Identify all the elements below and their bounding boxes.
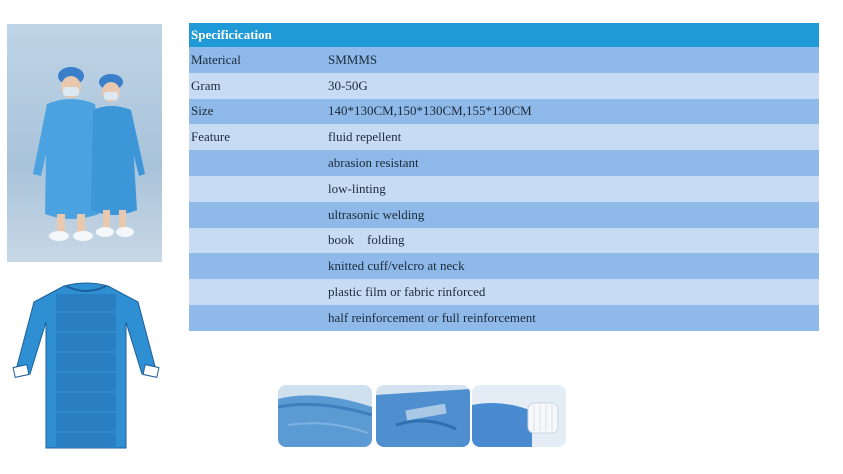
detail-thumbnails <box>278 385 564 450</box>
table-row <box>189 202 819 228</box>
spec-value: SMMMS <box>328 47 819 73</box>
spec-label <box>189 253 328 279</box>
spec-value: 30-50G <box>328 73 819 99</box>
spec-label <box>189 305 328 331</box>
spec-label: Gram <box>189 73 328 99</box>
table-header-row <box>189 23 819 47</box>
spec-value: book folding <box>328 228 819 254</box>
spec-value: abrasion resistant <box>328 150 819 176</box>
spec-value: plastic film or fabric rinforced <box>328 279 819 305</box>
spec-value: low-linting <box>328 176 819 202</box>
table-row <box>189 150 819 176</box>
table-header: Specificication <box>189 23 819 47</box>
spec-value: ultrasonic welding <box>328 202 819 228</box>
spec-value: knitted cuff/velcro at neck <box>328 253 819 279</box>
spec-value: half reinforcement or full reinforcement <box>328 305 819 331</box>
fabric-closeup-photo <box>278 385 372 447</box>
spec-label <box>189 228 328 254</box>
table-row <box>189 305 819 331</box>
spec-value: 140*130CM,150*130CM,155*130CM <box>328 99 819 125</box>
spec-label: Materical <box>189 47 328 73</box>
table-row <box>189 253 819 279</box>
gown-illustration <box>6 282 166 452</box>
table-row <box>189 176 819 202</box>
spec-label <box>189 176 328 202</box>
table-row <box>189 99 819 125</box>
table-row <box>189 124 819 150</box>
spec-label: Feature <box>189 124 328 150</box>
velcro-neck-photo <box>376 385 470 447</box>
spec-label <box>189 279 328 305</box>
table-row <box>189 73 819 99</box>
spec-label <box>189 150 328 176</box>
table-row <box>189 228 819 254</box>
knitted-cuff-photo <box>472 385 566 447</box>
models-wearing-gowns-photo <box>7 24 162 262</box>
spec-label <box>189 202 328 228</box>
specification-table <box>189 23 819 331</box>
spec-value: fluid repellent <box>328 124 819 150</box>
spec-label: Size <box>189 99 328 125</box>
table-row <box>189 47 819 73</box>
table-row <box>189 279 819 305</box>
